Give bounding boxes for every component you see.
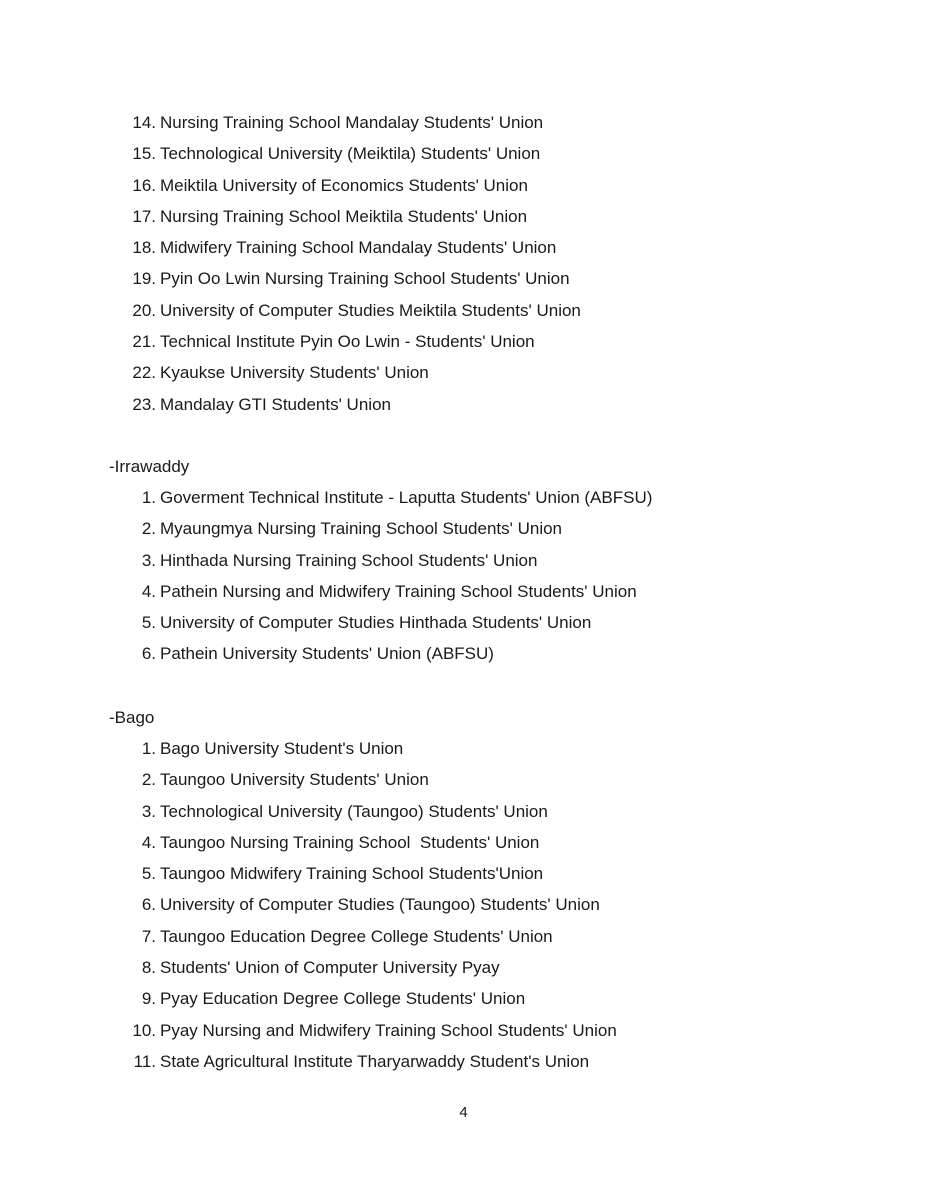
item-text: Bago University Student's Union bbox=[160, 739, 404, 758]
item-text: Pyay Education Degree College Students' Union bbox=[160, 989, 526, 1009]
item-text: Technical Institute Pyin Oo Lwin - Students' Union bbox=[160, 332, 535, 352]
list-item bbox=[0, 263, 581, 294]
list-item bbox=[0, 138, 581, 169]
item-text: Goverment Technical Institute - Laputta Students' Union (ABFSU) bbox=[160, 488, 653, 507]
item-text: Students' Union of Computer University Pyay bbox=[160, 958, 500, 978]
item-number: 18. bbox=[132, 238, 156, 258]
item-text: Pathein University Students' Union (ABFSU) bbox=[160, 644, 494, 664]
list-item bbox=[0, 576, 652, 607]
item-number: 16. bbox=[132, 175, 156, 195]
item-number: 2. bbox=[141, 519, 156, 539]
item-number: 6. bbox=[141, 895, 156, 915]
list-item bbox=[0, 764, 617, 795]
item-number: 1. bbox=[141, 739, 156, 758]
list-item bbox=[0, 921, 617, 952]
item-text: University of Computer Studies Hinthada Students' Union bbox=[160, 613, 592, 633]
list-item bbox=[0, 733, 617, 764]
item-number: 20. bbox=[132, 300, 156, 320]
item-text: Midwifery Training School Mandalay Students' Union bbox=[160, 238, 557, 258]
item-number: 4. bbox=[141, 581, 156, 601]
list-item bbox=[0, 170, 581, 201]
item-number: 8. bbox=[141, 958, 156, 978]
item-text: University of Computer Studies (Taungoo) Students' Union bbox=[160, 895, 600, 915]
list-item bbox=[0, 201, 581, 232]
item-number: 5. bbox=[141, 613, 156, 633]
item-text: Taungoo Midwifery Training School Students'Union bbox=[160, 864, 544, 884]
item-number: 22. bbox=[132, 363, 156, 383]
list-item bbox=[0, 796, 617, 827]
item-number: 2. bbox=[141, 770, 156, 790]
list-item bbox=[0, 889, 617, 920]
item-number: 15. bbox=[132, 144, 156, 164]
list-item bbox=[0, 482, 652, 513]
item-number: 10. bbox=[132, 1020, 156, 1040]
list-item bbox=[0, 357, 581, 388]
list-item bbox=[0, 389, 581, 420]
item-number: 14. bbox=[132, 113, 156, 132]
irrawaddy-union-list bbox=[0, 482, 652, 670]
item-text: Pyay Nursing and Midwifery Training School Students' Union bbox=[160, 1020, 617, 1040]
list-item bbox=[0, 295, 581, 326]
list-item bbox=[0, 983, 617, 1014]
item-text: Myaungmya Nursing Training School Students' Union bbox=[160, 519, 563, 539]
section-heading-bago: -Bago bbox=[109, 708, 155, 727]
item-text: Taungoo Education Degree College Students' Union bbox=[160, 926, 553, 946]
item-number: 7. bbox=[141, 926, 156, 946]
list-item bbox=[0, 326, 581, 357]
list-item bbox=[0, 513, 652, 544]
list-item bbox=[0, 232, 581, 263]
item-number: 6. bbox=[141, 644, 156, 664]
item-text: Nursing Training School Meiktila Students' Union bbox=[160, 206, 528, 226]
item-text: Pyin Oo Lwin Nursing Training School Students' Union bbox=[160, 269, 570, 289]
item-text: Pathein Nursing and Midwifery Training School Students' Union bbox=[160, 581, 637, 601]
item-text: Nursing Training School Mandalay Students' Union bbox=[160, 113, 544, 132]
item-number: 19. bbox=[132, 269, 156, 289]
item-text: University of Computer Studies Meiktila Students' Union bbox=[160, 300, 581, 320]
item-number: 1. bbox=[141, 488, 156, 507]
item-number: 5. bbox=[141, 864, 156, 884]
item-number: 3. bbox=[141, 801, 156, 821]
item-number: 21. bbox=[132, 332, 156, 352]
item-text: Taungoo University Students' Union bbox=[160, 770, 429, 790]
item-number: 11. bbox=[133, 1051, 156, 1071]
item-text: Hinthada Nursing Training School Students' Union bbox=[160, 550, 538, 570]
section-heading-irrawaddy: -Irrawaddy bbox=[109, 457, 190, 476]
item-text: Taungoo Nursing Training School Students' Union bbox=[160, 832, 540, 852]
list-item bbox=[0, 1015, 617, 1046]
item-text: State Agricultural Institute Tharyarwaddy Student's Union bbox=[160, 1051, 590, 1071]
item-text: Mandalay GTI Students' Union bbox=[160, 394, 391, 414]
item-text: Meiktila University of Economics Students' Union bbox=[160, 175, 528, 195]
page-number: 4 bbox=[459, 1104, 468, 1121]
item-number: 4. bbox=[141, 832, 156, 852]
item-text: Technological University (Meiktila) Students' Union bbox=[160, 144, 541, 164]
item-number: 3. bbox=[141, 550, 156, 570]
list-item bbox=[0, 638, 652, 669]
item-number: 17. bbox=[132, 206, 156, 226]
list-item bbox=[0, 607, 652, 638]
list-item bbox=[0, 827, 617, 858]
list-item bbox=[0, 952, 617, 983]
bago-union-list bbox=[0, 733, 617, 1077]
item-number: 23. bbox=[132, 394, 156, 414]
list-item bbox=[0, 107, 581, 138]
list-item bbox=[0, 858, 617, 889]
item-text: Kyaukse University Students' Union bbox=[160, 363, 429, 383]
mandalay-union-list bbox=[0, 107, 581, 420]
item-number: 9. bbox=[141, 989, 156, 1009]
item-text: Technological University (Taungoo) Students' Union bbox=[160, 801, 548, 821]
list-item bbox=[0, 1046, 617, 1077]
list-item bbox=[0, 545, 652, 576]
